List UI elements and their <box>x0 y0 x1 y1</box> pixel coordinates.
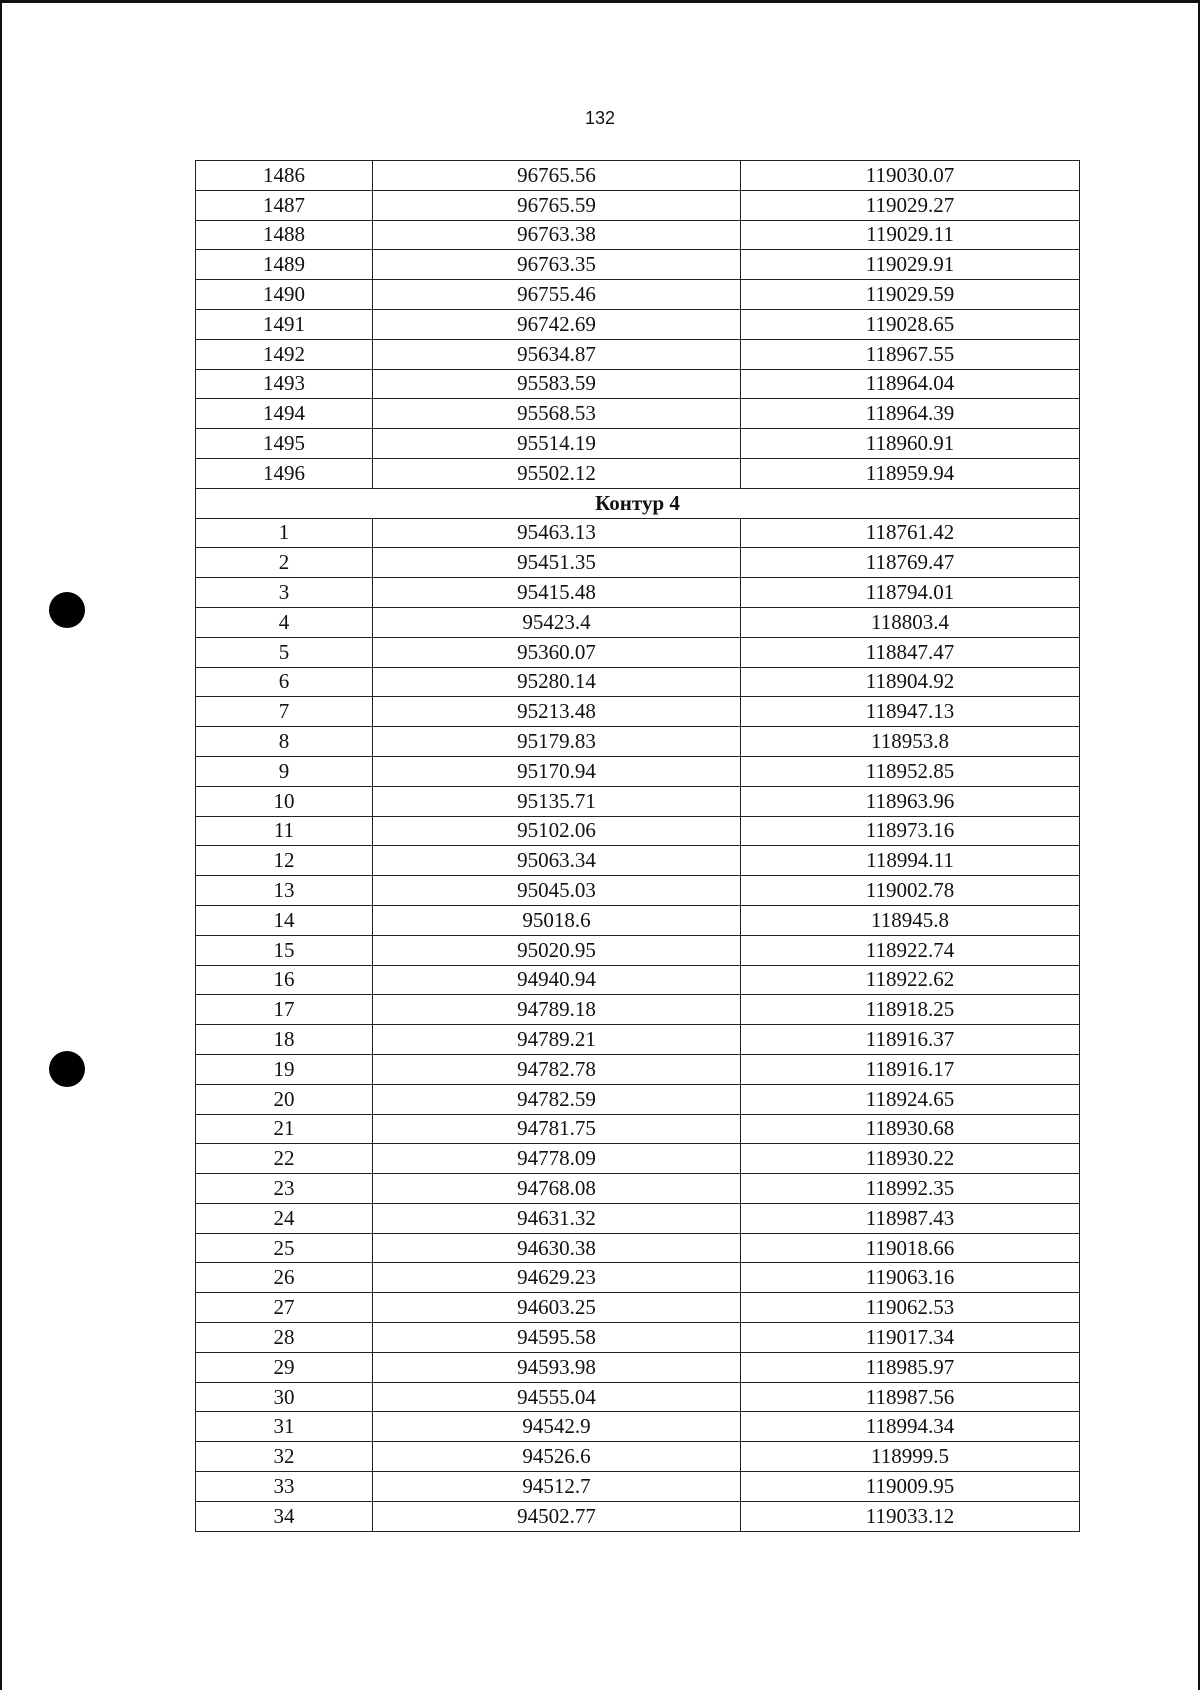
table-row <box>196 1472 1080 1502</box>
x-coordinate-cell: 95135.71 <box>373 786 741 816</box>
point-number-cell: 11 <box>196 816 373 846</box>
table-row <box>196 161 1080 191</box>
y-coordinate-cell: 119028.65 <box>741 309 1080 339</box>
x-coordinate-cell: 96765.59 <box>373 190 741 220</box>
y-coordinate-cell: 118987.43 <box>741 1203 1080 1233</box>
point-number-cell: 32 <box>196 1442 373 1472</box>
table-row <box>196 1174 1080 1204</box>
table-row <box>196 458 1080 488</box>
table-row <box>196 697 1080 727</box>
table-row <box>196 518 1080 548</box>
x-coordinate-cell: 95360.07 <box>373 637 741 667</box>
table-row <box>196 1501 1080 1531</box>
y-coordinate-cell: 118945.8 <box>741 905 1080 935</box>
y-coordinate-cell: 118960.91 <box>741 429 1080 459</box>
table-row <box>196 905 1080 935</box>
x-coordinate-cell: 95102.06 <box>373 816 741 846</box>
point-number-cell: 30 <box>196 1382 373 1412</box>
y-coordinate-cell: 119029.59 <box>741 280 1080 310</box>
table-row <box>196 578 1080 608</box>
point-number-cell: 10 <box>196 786 373 816</box>
point-number-cell: 22 <box>196 1144 373 1174</box>
point-number-cell: 1492 <box>196 339 373 369</box>
table-row <box>196 339 1080 369</box>
table-row <box>196 637 1080 667</box>
y-coordinate-cell: 118930.68 <box>741 1114 1080 1144</box>
table-row <box>196 1323 1080 1353</box>
point-number-cell: 1493 <box>196 369 373 399</box>
x-coordinate-cell: 94940.94 <box>373 965 741 995</box>
table-row <box>196 935 1080 965</box>
table-row <box>196 607 1080 637</box>
point-number-cell: 15 <box>196 935 373 965</box>
table-row <box>196 1293 1080 1323</box>
coordinates-table <box>195 160 1080 1532</box>
point-number-cell: 1486 <box>196 161 373 191</box>
table-row <box>196 309 1080 339</box>
point-number-cell: 3 <box>196 578 373 608</box>
table-row <box>196 190 1080 220</box>
table-row <box>196 1442 1080 1472</box>
y-coordinate-cell: 118916.37 <box>741 1025 1080 1055</box>
table-row <box>196 1352 1080 1382</box>
y-coordinate-cell: 118847.47 <box>741 637 1080 667</box>
point-number-cell: 8 <box>196 727 373 757</box>
x-coordinate-cell: 95020.95 <box>373 935 741 965</box>
y-coordinate-cell: 118904.92 <box>741 667 1080 697</box>
table-row <box>196 1054 1080 1084</box>
x-coordinate-cell: 95179.83 <box>373 727 741 757</box>
x-coordinate-cell: 94502.77 <box>373 1501 741 1531</box>
point-number-cell: 1494 <box>196 399 373 429</box>
x-coordinate-cell: 94789.18 <box>373 995 741 1025</box>
y-coordinate-cell: 119029.11 <box>741 220 1080 250</box>
y-coordinate-cell: 118964.39 <box>741 399 1080 429</box>
x-coordinate-cell: 95502.12 <box>373 458 741 488</box>
y-coordinate-cell: 118947.13 <box>741 697 1080 727</box>
point-number-cell: 13 <box>196 876 373 906</box>
x-coordinate-cell: 96755.46 <box>373 280 741 310</box>
point-number-cell: 1489 <box>196 250 373 280</box>
x-coordinate-cell: 95170.94 <box>373 756 741 786</box>
table-row <box>196 876 1080 906</box>
table-row <box>196 548 1080 578</box>
point-number-cell: 6 <box>196 667 373 697</box>
point-number-cell: 1490 <box>196 280 373 310</box>
table-row <box>196 995 1080 1025</box>
y-coordinate-cell: 118994.11 <box>741 846 1080 876</box>
point-number-cell: 26 <box>196 1263 373 1293</box>
x-coordinate-cell: 95583.59 <box>373 369 741 399</box>
table-row <box>196 1084 1080 1114</box>
point-number-cell: 14 <box>196 905 373 935</box>
y-coordinate-cell: 119017.34 <box>741 1323 1080 1353</box>
table-row <box>196 369 1080 399</box>
x-coordinate-cell: 95415.48 <box>373 578 741 608</box>
point-number-cell: 27 <box>196 1293 373 1323</box>
table-row <box>196 399 1080 429</box>
contour-header-row <box>196 488 1080 518</box>
point-number-cell: 21 <box>196 1114 373 1144</box>
y-coordinate-cell: 118959.94 <box>741 458 1080 488</box>
table-row <box>196 1412 1080 1442</box>
x-coordinate-cell: 94555.04 <box>373 1382 741 1412</box>
y-coordinate-cell: 118999.5 <box>741 1442 1080 1472</box>
x-coordinate-cell: 95451.35 <box>373 548 741 578</box>
y-coordinate-cell: 118803.4 <box>741 607 1080 637</box>
x-coordinate-cell: 95213.48 <box>373 697 741 727</box>
table-row <box>196 280 1080 310</box>
table-row <box>196 1025 1080 1055</box>
point-number-cell: 33 <box>196 1472 373 1502</box>
y-coordinate-cell: 119018.66 <box>741 1233 1080 1263</box>
x-coordinate-cell: 94782.78 <box>373 1054 741 1084</box>
point-number-cell: 2 <box>196 548 373 578</box>
y-coordinate-cell: 118994.34 <box>741 1412 1080 1442</box>
x-coordinate-cell: 96763.35 <box>373 250 741 280</box>
point-number-cell: 1487 <box>196 190 373 220</box>
y-coordinate-cell: 118918.25 <box>741 995 1080 1025</box>
y-coordinate-cell: 118769.47 <box>741 548 1080 578</box>
y-coordinate-cell: 119033.12 <box>741 1501 1080 1531</box>
x-coordinate-cell: 94631.32 <box>373 1203 741 1233</box>
point-number-cell: 16 <box>196 965 373 995</box>
table-row <box>196 1203 1080 1233</box>
y-coordinate-cell: 118987.56 <box>741 1382 1080 1412</box>
y-coordinate-cell: 118964.04 <box>741 369 1080 399</box>
point-number-cell: 1 <box>196 518 373 548</box>
table-row <box>196 1144 1080 1174</box>
y-coordinate-cell: 118973.16 <box>741 816 1080 846</box>
point-number-cell: 31 <box>196 1412 373 1442</box>
x-coordinate-cell: 95514.19 <box>373 429 741 459</box>
x-coordinate-cell: 94789.21 <box>373 1025 741 1055</box>
table-row <box>196 965 1080 995</box>
point-number-cell: 18 <box>196 1025 373 1055</box>
y-coordinate-cell: 119062.53 <box>741 1293 1080 1323</box>
y-coordinate-cell: 119030.07 <box>741 161 1080 191</box>
y-coordinate-cell: 119063.16 <box>741 1263 1080 1293</box>
y-coordinate-cell: 118992.35 <box>741 1174 1080 1204</box>
x-coordinate-cell: 94593.98 <box>373 1352 741 1382</box>
point-number-cell: 12 <box>196 846 373 876</box>
point-number-cell: 5 <box>196 637 373 667</box>
x-coordinate-cell: 94526.6 <box>373 1442 741 1472</box>
x-coordinate-cell: 95018.6 <box>373 905 741 935</box>
x-coordinate-cell: 94630.38 <box>373 1233 741 1263</box>
point-number-cell: 1488 <box>196 220 373 250</box>
x-coordinate-cell: 95280.14 <box>373 667 741 697</box>
punch-hole-top <box>49 592 85 628</box>
table-row <box>196 1114 1080 1144</box>
y-coordinate-cell: 118924.65 <box>741 1084 1080 1114</box>
table-row <box>196 1263 1080 1293</box>
x-coordinate-cell: 95045.03 <box>373 876 741 906</box>
point-number-cell: 23 <box>196 1174 373 1204</box>
y-coordinate-cell: 118922.62 <box>741 965 1080 995</box>
table-row <box>196 727 1080 757</box>
y-coordinate-cell: 118922.74 <box>741 935 1080 965</box>
point-number-cell: 29 <box>196 1352 373 1382</box>
table-row <box>196 220 1080 250</box>
y-coordinate-cell: 118985.97 <box>741 1352 1080 1382</box>
point-number-cell: 9 <box>196 756 373 786</box>
x-coordinate-cell: 94595.58 <box>373 1323 741 1353</box>
point-number-cell: 24 <box>196 1203 373 1233</box>
punch-hole-bottom <box>49 1051 85 1087</box>
x-coordinate-cell: 94782.59 <box>373 1084 741 1114</box>
y-coordinate-cell: 118930.22 <box>741 1144 1080 1174</box>
point-number-cell: 1495 <box>196 429 373 459</box>
x-coordinate-cell: 94603.25 <box>373 1293 741 1323</box>
x-coordinate-cell: 95634.87 <box>373 339 741 369</box>
y-coordinate-cell: 118794.01 <box>741 578 1080 608</box>
y-coordinate-cell: 119009.95 <box>741 1472 1080 1502</box>
point-number-cell: 19 <box>196 1054 373 1084</box>
table-row <box>196 429 1080 459</box>
point-number-cell: 20 <box>196 1084 373 1114</box>
y-coordinate-cell: 119002.78 <box>741 876 1080 906</box>
point-number-cell: 17 <box>196 995 373 1025</box>
table-row <box>196 1233 1080 1263</box>
page-number: 132 <box>584 108 616 128</box>
x-coordinate-cell: 96765.56 <box>373 161 741 191</box>
x-coordinate-cell: 94768.08 <box>373 1174 741 1204</box>
table-row <box>196 250 1080 280</box>
coordinates-table-body <box>196 161 1080 1532</box>
x-coordinate-cell: 94542.9 <box>373 1412 741 1442</box>
x-coordinate-cell: 94629.23 <box>373 1263 741 1293</box>
table-row <box>196 756 1080 786</box>
point-number-cell: 25 <box>196 1233 373 1263</box>
point-number-cell: 28 <box>196 1323 373 1353</box>
x-coordinate-cell: 95063.34 <box>373 846 741 876</box>
y-coordinate-cell: 119029.27 <box>741 190 1080 220</box>
contour-title: Контур 4 <box>196 488 1080 518</box>
y-coordinate-cell: 118963.96 <box>741 786 1080 816</box>
y-coordinate-cell: 118952.85 <box>741 756 1080 786</box>
x-coordinate-cell: 96742.69 <box>373 309 741 339</box>
x-coordinate-cell: 95568.53 <box>373 399 741 429</box>
point-number-cell: 1496 <box>196 458 373 488</box>
table-row <box>196 667 1080 697</box>
x-coordinate-cell: 95463.13 <box>373 518 741 548</box>
y-coordinate-cell: 118953.8 <box>741 727 1080 757</box>
point-number-cell: 1491 <box>196 309 373 339</box>
point-number-cell: 7 <box>196 697 373 727</box>
point-number-cell: 34 <box>196 1501 373 1531</box>
table-row <box>196 816 1080 846</box>
x-coordinate-cell: 94512.7 <box>373 1472 741 1502</box>
y-coordinate-cell: 119029.91 <box>741 250 1080 280</box>
table-row <box>196 786 1080 816</box>
x-coordinate-cell: 94781.75 <box>373 1114 741 1144</box>
table-row <box>196 1382 1080 1412</box>
point-number-cell: 4 <box>196 607 373 637</box>
x-coordinate-cell: 96763.38 <box>373 220 741 250</box>
x-coordinate-cell: 95423.4 <box>373 607 741 637</box>
y-coordinate-cell: 118916.17 <box>741 1054 1080 1084</box>
y-coordinate-cell: 118761.42 <box>741 518 1080 548</box>
y-coordinate-cell: 118967.55 <box>741 339 1080 369</box>
table-row <box>196 846 1080 876</box>
x-coordinate-cell: 94778.09 <box>373 1144 741 1174</box>
